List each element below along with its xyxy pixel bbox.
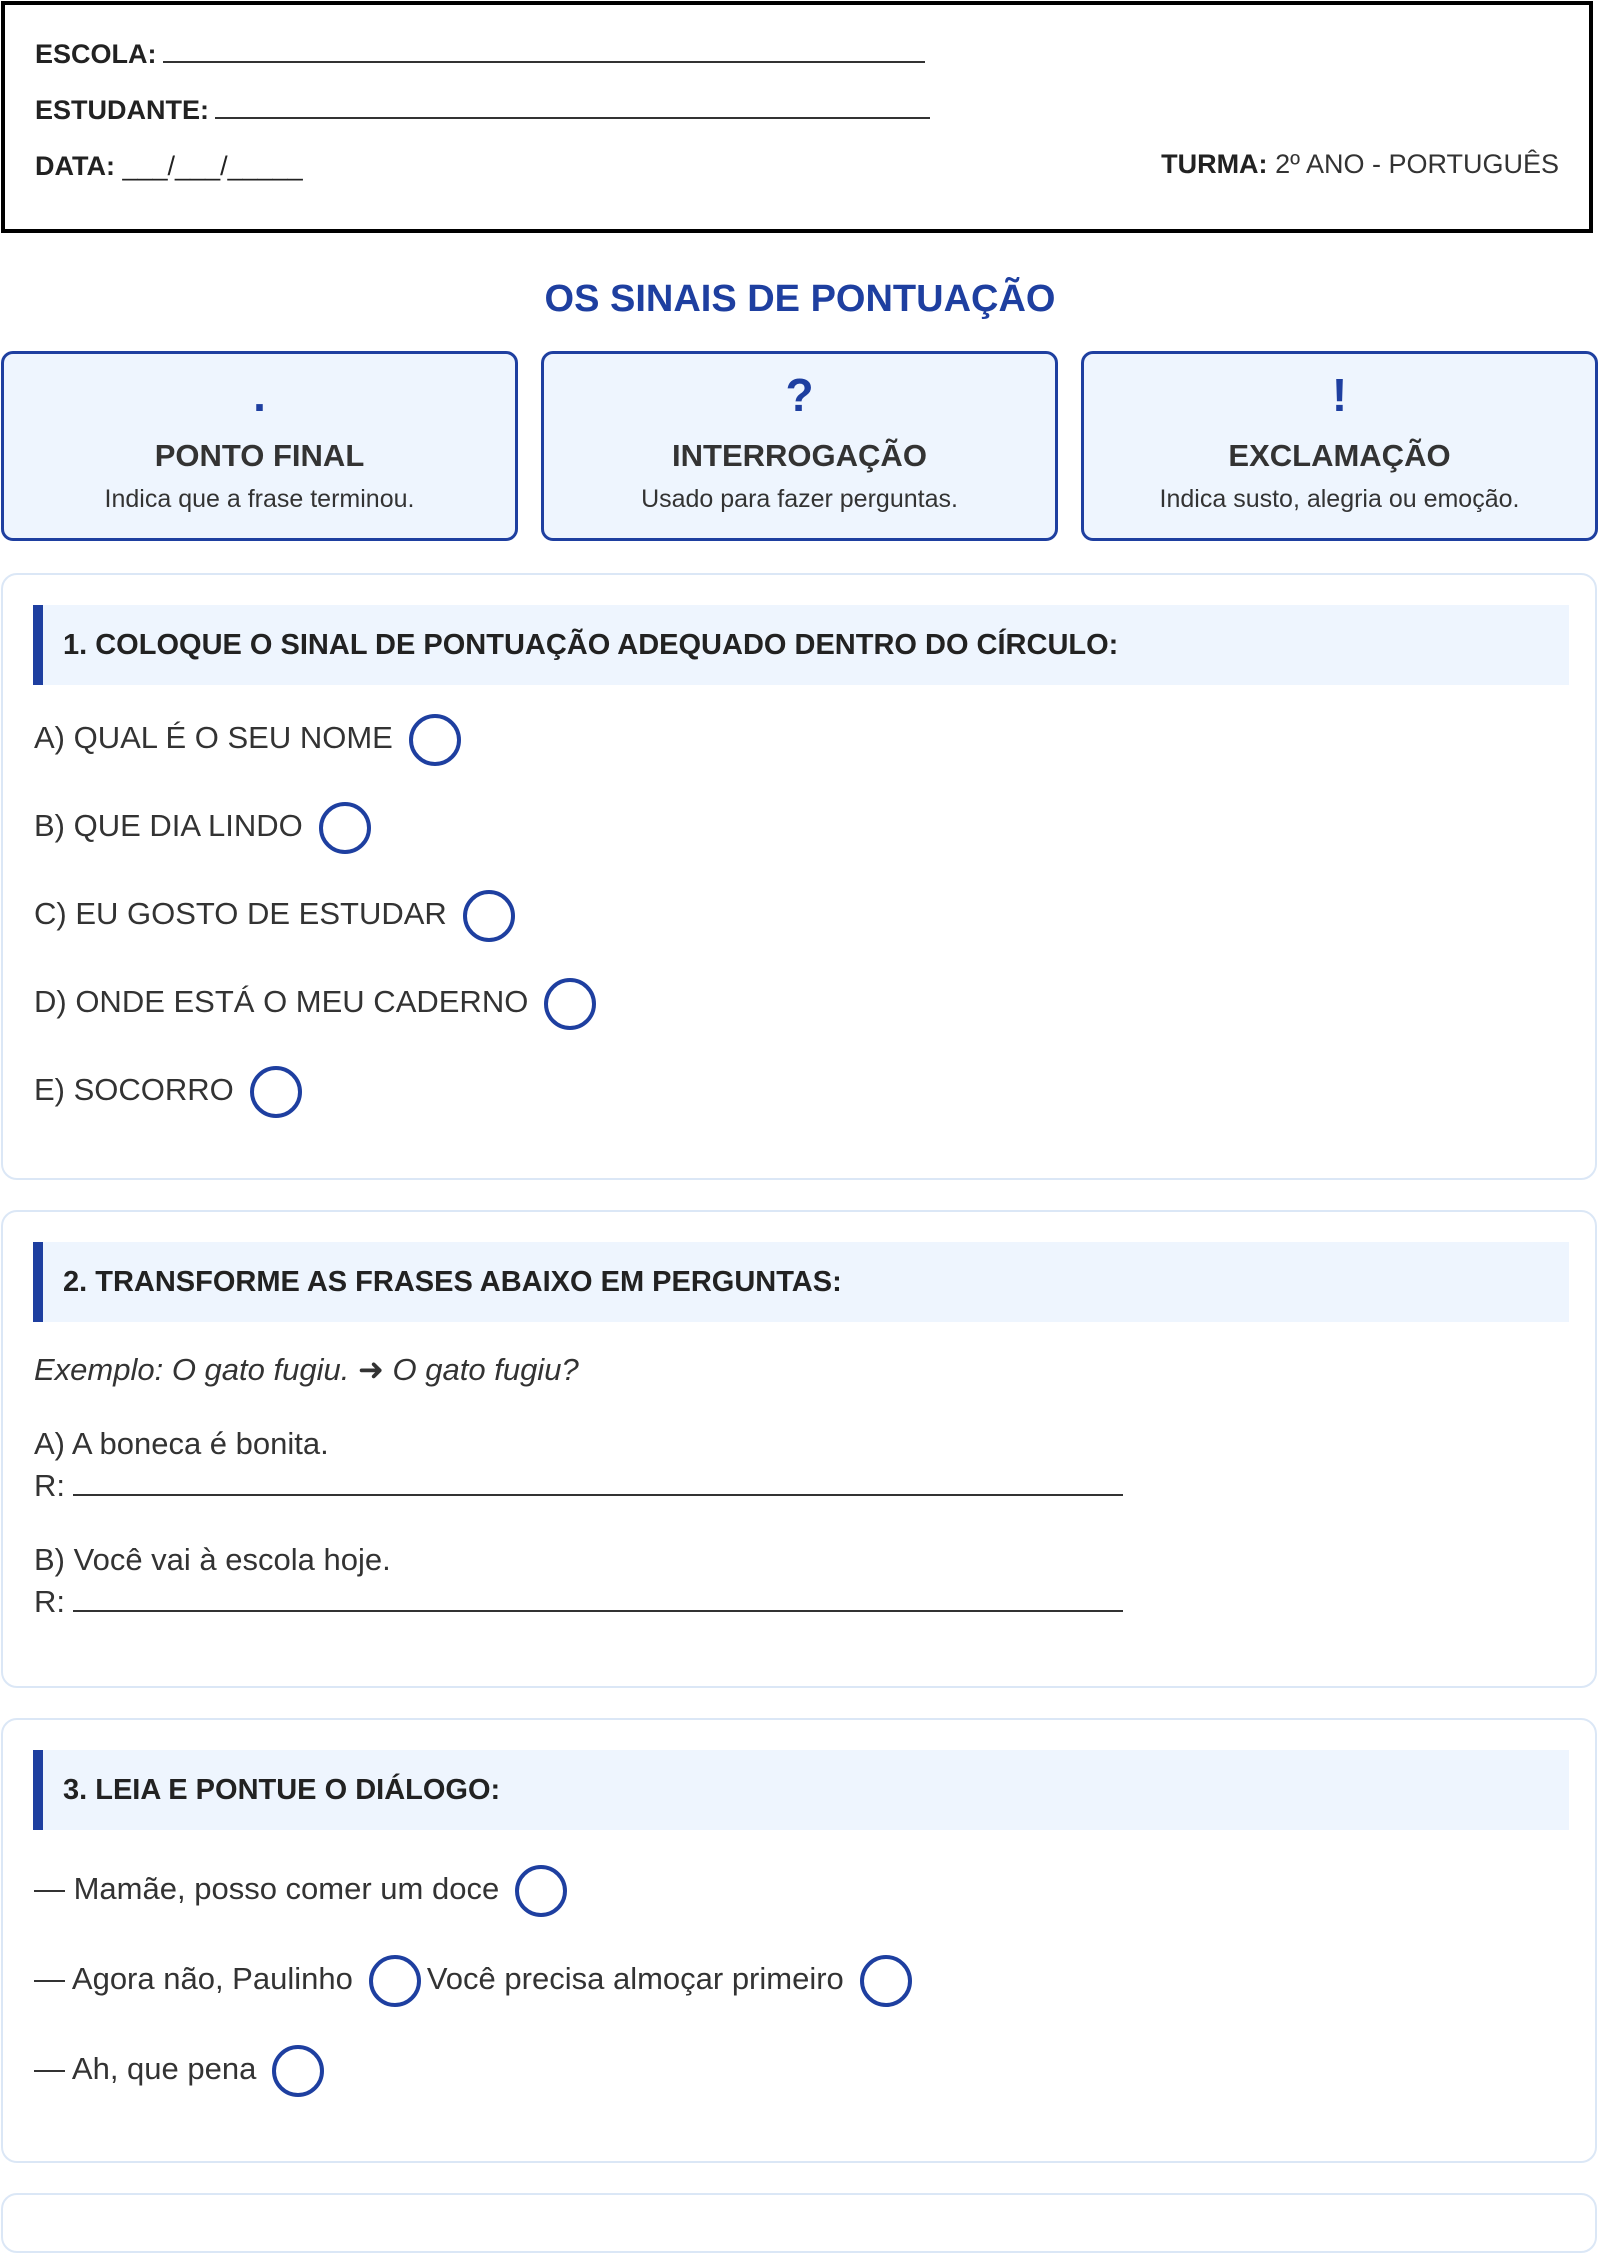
exercise-1-heading: 1. COLOQUE O SINAL DE PONTUAÇÃO ADEQUADO DENTRO DO CÍRCULO:: [33, 605, 1569, 685]
exercise-3: [1, 1718, 1597, 2163]
answer-row-b: [34, 1584, 1123, 1620]
exercise-4-partial: [1, 2193, 1597, 2253]
card-title: INTERROGAÇÃO: [672, 438, 927, 473]
card-title: PONTO FINAL: [154, 438, 365, 473]
student-info-header: [1, 1, 1593, 233]
card-interrogacao: [541, 351, 1058, 541]
class-label: TURMA:: [1161, 149, 1268, 179]
date-label: DATA:: [35, 151, 115, 181]
question-mark-symbol: ?: [785, 369, 814, 421]
item-text: B) QUE DIA LINDO: [34, 808, 303, 844]
dialogue-line-3: [34, 2045, 330, 2097]
answer-circle[interactable]: [515, 1865, 567, 1917]
exclamation-mark-symbol: !: [1331, 369, 1348, 421]
list-item: [34, 890, 521, 942]
school-input-line[interactable]: [163, 41, 925, 63]
dialogue-line-1: [34, 1865, 573, 1917]
school-row: [35, 39, 925, 70]
exercise-3-heading: 3. LEIA E PONTUE O DIÁLOGO:: [33, 1750, 1569, 1830]
answer-circle[interactable]: [250, 1066, 302, 1118]
answer-line-a[interactable]: [73, 1470, 1123, 1496]
exercise-2-heading: 2. TRANSFORME AS FRASES ABAIXO EM PERGUNTAS:: [33, 1242, 1569, 1322]
answer-circle[interactable]: [463, 890, 515, 942]
answer-circle[interactable]: [272, 2045, 324, 2097]
student-input-line[interactable]: [215, 97, 930, 119]
exercise-2: [1, 1210, 1597, 1688]
question-a: A) A boneca é bonita.: [34, 1426, 329, 1461]
list-item: [34, 978, 602, 1030]
student-label: ESTUDANTE:: [35, 95, 209, 125]
answer-circle[interactable]: [544, 978, 596, 1030]
date-blank[interactable]: ___/___/_____: [122, 151, 303, 181]
card-description: Indica que a frase terminou.: [104, 485, 415, 513]
list-item: [34, 1066, 308, 1118]
exercise-1: [1, 573, 1597, 1180]
answer-circle[interactable]: [409, 714, 461, 766]
student-row: [35, 95, 930, 126]
answer-row-a: [34, 1468, 1123, 1504]
list-item: [34, 714, 467, 766]
dialogue-line-2: [34, 1955, 918, 2007]
answer-line-b[interactable]: [73, 1586, 1123, 1612]
school-label: ESCOLA:: [35, 39, 157, 69]
example-text: Exemplo: O gato fugiu. ➜ O gato fugiu?: [34, 1352, 579, 1387]
class-info: [1161, 149, 1559, 180]
period-symbol: .: [253, 369, 266, 421]
dialogue-text: — Agora não, Paulinho: [34, 1961, 353, 1997]
date-row: [35, 151, 303, 182]
dialogue-text: — Mamãe, posso comer um doce: [34, 1871, 500, 1907]
page-title: OS SINAIS DE PONTUAÇÃO: [544, 278, 1056, 320]
card-description: Indica susto, alegria ou emoção.: [1159, 485, 1520, 513]
card-ponto-final: [1, 351, 518, 541]
card-title: EXCLAMAÇÃO: [1228, 438, 1451, 473]
dialogue-text: Você precisa almoçar primeiro: [426, 1961, 844, 1997]
dialogue-text: — Ah, que pena: [34, 2051, 257, 2087]
answer-label: R:: [34, 1468, 65, 1503]
item-text: C) EU GOSTO DE ESTUDAR: [34, 896, 447, 932]
card-exclamacao: [1081, 351, 1598, 541]
list-item: [34, 802, 377, 854]
answer-circle[interactable]: [319, 802, 371, 854]
answer-circle[interactable]: [860, 1955, 912, 2007]
class-value: 2º ANO - PORTUGUÊS: [1275, 149, 1559, 179]
answer-label: R:: [34, 1584, 65, 1619]
card-description: Usado para fazer perguntas.: [641, 485, 958, 513]
answer-circle[interactable]: [369, 1955, 421, 2007]
item-text: E) SOCORRO: [34, 1072, 234, 1108]
question-b: B) Você vai à escola hoje.: [34, 1542, 391, 1577]
item-text: D) ONDE ESTÁ O MEU CADERNO: [34, 984, 529, 1020]
item-text: A) QUAL É O SEU NOME: [34, 720, 393, 756]
